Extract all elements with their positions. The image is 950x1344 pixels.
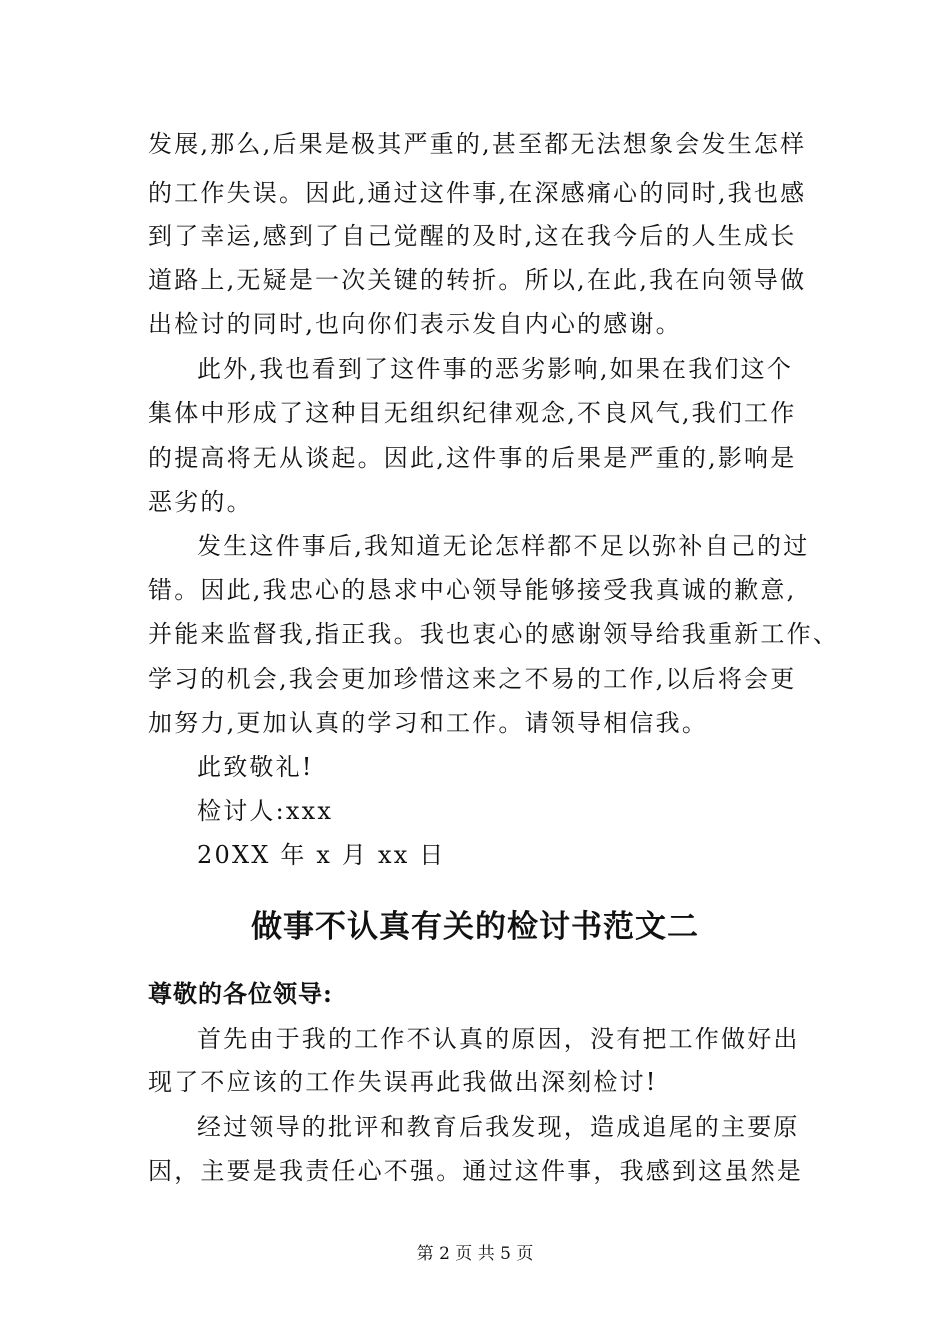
paragraph-line: 发生这件事后,我知道无论怎样都不足以弥补自己的过 [197,532,810,560]
page-footer: 第 2 页 共 5 页 [416,1244,534,1264]
paragraph-line: 首先由于我的工作不认真的原因，没有把工作做好出 [197,1025,800,1053]
paragraph-line: 加努力,更加认真的学习和工作。请领导相信我。 [148,709,709,737]
date-line: 20XX 年 x 月 xx 日 [197,841,446,869]
paragraph-line: 出检讨的同时,也向你们表示发自内心的感谢。 [148,310,682,338]
paragraph-line: 因，主要是我责任心不强。通过这件事，我感到这虽然是 [148,1157,803,1185]
paragraph-line: 错。因此,我忠心的恳求中心领导能够接受我真诚的歉意, [148,576,797,604]
salutation: 尊敬的各位领导: [148,979,333,1008]
paragraph-line: 的工作失误。因此,通过这件事,在深感痛心的同时,我也感 [148,179,807,207]
paragraph-line: 学习的机会,我会更加珍惜这来之不易的工作,以后将会更 [148,665,797,693]
paragraph-line: 的提高将无从谈起。因此,这件事的后果是严重的,影响是 [148,444,797,472]
closing-line: 此致敬礼! [197,753,314,781]
paragraph-line: 经过领导的批评和教育后我发现，造成追尾的主要原 [197,1113,800,1141]
signature-line: 检讨人:xxx [197,797,334,825]
paragraph-line: 道路上,无疑是一次关键的转折。所以,在此,我在向领导做 [148,266,807,294]
paragraph-line: 发展,那么,后果是极其严重的,甚至都无法想象会发生怎样 [148,130,807,158]
paragraph-line: 恶劣的。 [148,488,253,516]
section-title: 做事不认真有关的检讨书范文二 [251,909,699,945]
paragraph-line: 现了不应该的工作失误再此我做出深刻检讨! [148,1068,658,1096]
paragraph-line: 集体中形成了这种目无组织纪律观念,不良风气,我们工作 [148,399,797,427]
paragraph-line: 并能来监督我,指正我。我也衷心的感谢领导给我重新工作、 [148,620,840,648]
paragraph-line: 此外,我也看到了这件事的恶劣影响,如果在我们这个 [197,355,794,383]
paragraph-line: 到了幸运,感到了自己觉醒的及时,这在我今后的人生成长 [148,222,797,250]
